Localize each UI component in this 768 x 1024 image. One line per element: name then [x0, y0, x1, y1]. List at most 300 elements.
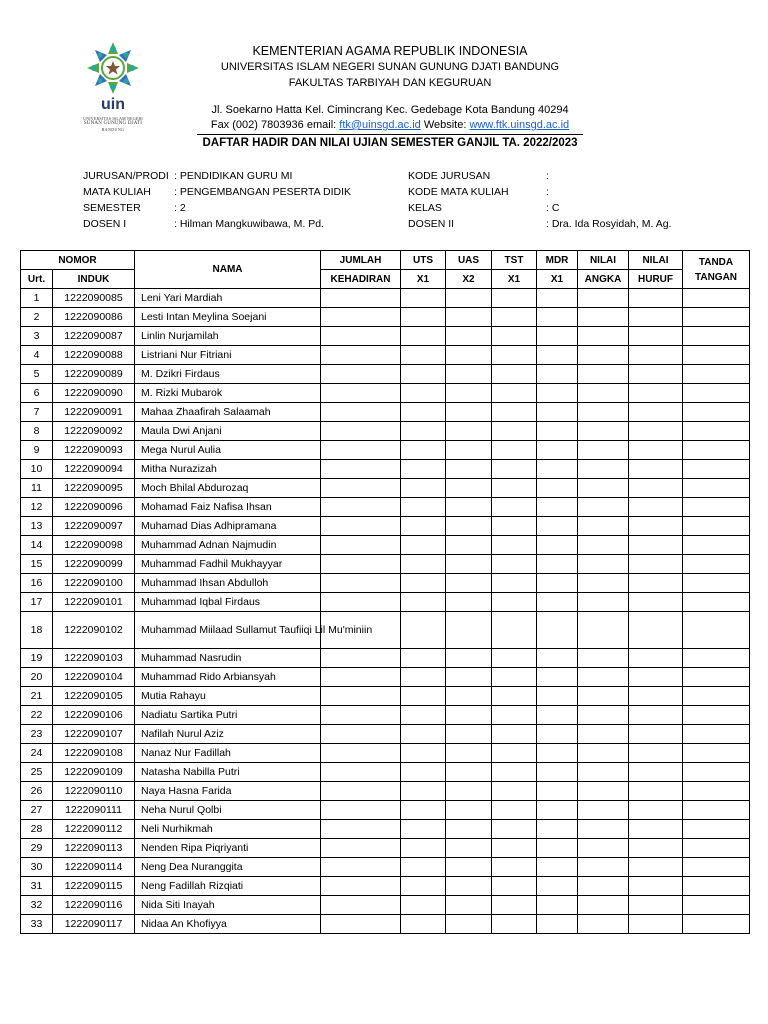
grade-number-cell[interactable] — [578, 744, 629, 763]
tst-cell[interactable] — [492, 422, 537, 441]
grade-number-cell[interactable] — [578, 877, 629, 896]
uas-cell[interactable] — [446, 858, 492, 877]
attendance-cell[interactable] — [321, 517, 401, 536]
signature-cell[interactable] — [683, 915, 750, 934]
uts-cell[interactable] — [401, 668, 446, 687]
uas-cell[interactable] — [446, 801, 492, 820]
tst-cell[interactable] — [492, 668, 537, 687]
uts-cell[interactable] — [401, 593, 446, 612]
header-angka: ANGKA — [578, 270, 629, 289]
grade-number-cell[interactable] — [578, 612, 629, 649]
header-induk: INDUK — [53, 270, 135, 289]
info-value-jurusan: : PENDIDIKAN GURU MI — [174, 170, 293, 182]
grade-letter-cell[interactable] — [629, 536, 683, 555]
header-mdr-x: X1 — [537, 270, 578, 289]
uas-cell[interactable] — [446, 915, 492, 934]
signature-cell[interactable] — [683, 763, 750, 782]
uas-cell[interactable] — [446, 460, 492, 479]
grade-number-cell[interactable] — [578, 593, 629, 612]
tst-cell[interactable] — [492, 649, 537, 668]
signature-cell[interactable] — [683, 498, 750, 517]
table-row — [21, 612, 750, 649]
tst-cell[interactable] — [492, 896, 537, 915]
info-value-dosen-2: : Dra. Ida Rosyidah, M. Ag. — [546, 218, 672, 230]
uas-cell[interactable] — [446, 574, 492, 593]
mdr-cell[interactable] — [537, 365, 578, 384]
uts-cell[interactable] — [401, 422, 446, 441]
attendance-cell[interactable] — [321, 365, 401, 384]
grade-letter-cell[interactable] — [629, 365, 683, 384]
mdr-cell[interactable] — [537, 915, 578, 934]
attendance-cell[interactable] — [321, 384, 401, 403]
attendance-cell[interactable] — [321, 422, 401, 441]
grade-letter-cell[interactable] — [629, 346, 683, 365]
student-name: Mutia Rahayu — [135, 687, 321, 706]
uts-cell[interactable] — [401, 801, 446, 820]
mdr-cell[interactable] — [537, 308, 578, 327]
student-name: Mega Nurul Aulia — [135, 441, 321, 460]
tst-cell[interactable] — [492, 839, 537, 858]
uts-cell[interactable] — [401, 915, 446, 934]
uts-cell[interactable] — [401, 441, 446, 460]
row-number: 14 — [21, 536, 53, 555]
attendance-cell[interactable] — [321, 327, 401, 346]
grade-letter-cell[interactable] — [629, 782, 683, 801]
tst-cell[interactable] — [492, 441, 537, 460]
attendance-cell[interactable] — [321, 498, 401, 517]
uas-cell[interactable] — [446, 896, 492, 915]
uts-cell[interactable] — [401, 327, 446, 346]
attendance-cell[interactable] — [321, 668, 401, 687]
mdr-cell[interactable] — [537, 498, 578, 517]
tst-cell[interactable] — [492, 327, 537, 346]
grade-letter-cell[interactable] — [629, 460, 683, 479]
grade-letter-cell[interactable] — [629, 593, 683, 612]
mdr-cell[interactable] — [537, 782, 578, 801]
uts-cell[interactable] — [401, 574, 446, 593]
uas-cell[interactable] — [446, 877, 492, 896]
grade-letter-cell[interactable] — [629, 744, 683, 763]
mdr-cell[interactable] — [537, 327, 578, 346]
website-link[interactable]: www.ftk.uinsgd.ac.id — [469, 119, 570, 131]
uas-cell[interactable] — [446, 498, 492, 517]
grade-letter-cell[interactable] — [629, 574, 683, 593]
uas-cell[interactable] — [446, 327, 492, 346]
grade-number-cell[interactable] — [578, 422, 629, 441]
attendance-cell[interactable] — [321, 308, 401, 327]
tst-cell[interactable] — [492, 536, 537, 555]
mdr-cell[interactable] — [537, 422, 578, 441]
grade-number-cell[interactable] — [578, 498, 629, 517]
attendance-cell[interactable] — [321, 858, 401, 877]
signature-cell[interactable] — [683, 555, 750, 574]
mdr-cell[interactable] — [537, 441, 578, 460]
grade-number-cell[interactable] — [578, 460, 629, 479]
table-row — [21, 346, 750, 365]
grade-letter-cell[interactable] — [629, 763, 683, 782]
mdr-cell[interactable] — [537, 593, 578, 612]
row-number: 17 — [21, 593, 53, 612]
uts-cell[interactable] — [401, 365, 446, 384]
uts-cell[interactable] — [401, 555, 446, 574]
attendance-cell[interactable] — [321, 801, 401, 820]
grade-number-cell[interactable] — [578, 782, 629, 801]
grade-number-cell[interactable] — [578, 574, 629, 593]
grade-letter-cell[interactable] — [629, 877, 683, 896]
info-label-jurusan: JURUSAN/PRODI — [83, 170, 169, 182]
header-nama: NAMA — [135, 251, 321, 289]
signature-cell[interactable] — [683, 574, 750, 593]
signature-cell[interactable] — [683, 706, 750, 725]
attendance-cell[interactable] — [321, 687, 401, 706]
uts-cell[interactable] — [401, 498, 446, 517]
tst-cell[interactable] — [492, 346, 537, 365]
student-id: 1222090085 — [53, 289, 135, 308]
grade-number-cell[interactable] — [578, 365, 629, 384]
uas-cell[interactable] — [446, 422, 492, 441]
uas-cell[interactable] — [446, 612, 492, 649]
uas-cell[interactable] — [446, 668, 492, 687]
mdr-cell[interactable] — [537, 460, 578, 479]
grade-letter-cell[interactable] — [629, 403, 683, 422]
mdr-cell[interactable] — [537, 517, 578, 536]
uts-cell[interactable] — [401, 820, 446, 839]
mdr-cell[interactable] — [537, 384, 578, 403]
tst-cell[interactable] — [492, 555, 537, 574]
attendance-cell[interactable] — [321, 706, 401, 725]
uts-cell[interactable] — [401, 687, 446, 706]
signature-cell[interactable] — [683, 668, 750, 687]
signature-cell[interactable] — [683, 858, 750, 877]
uts-cell[interactable] — [401, 782, 446, 801]
attendance-cell[interactable] — [321, 460, 401, 479]
attendance-cell[interactable] — [321, 877, 401, 896]
tst-cell[interactable] — [492, 744, 537, 763]
uas-cell[interactable] — [446, 517, 492, 536]
mdr-cell[interactable] — [537, 612, 578, 649]
uts-cell[interactable] — [401, 384, 446, 403]
grade-letter-cell[interactable] — [629, 517, 683, 536]
student-id: 1222090111 — [53, 801, 135, 820]
attendance-cell[interactable] — [321, 403, 401, 422]
grade-letter-cell[interactable] — [629, 612, 683, 649]
signature-cell[interactable] — [683, 649, 750, 668]
signature-cell[interactable] — [683, 839, 750, 858]
attendance-cell[interactable] — [321, 725, 401, 744]
tst-cell[interactable] — [492, 308, 537, 327]
grade-number-cell[interactable] — [578, 725, 629, 744]
header-tst: TST — [492, 251, 537, 270]
tst-cell[interactable] — [492, 858, 537, 877]
signature-cell[interactable] — [683, 460, 750, 479]
student-id: 1222090086 — [53, 308, 135, 327]
grade-number-cell[interactable] — [578, 479, 629, 498]
signature-cell[interactable] — [683, 744, 750, 763]
mdr-cell[interactable] — [537, 289, 578, 308]
grade-number-cell[interactable] — [578, 346, 629, 365]
signature-cell[interactable] — [683, 687, 750, 706]
attendance-cell[interactable] — [321, 839, 401, 858]
uas-cell[interactable] — [446, 820, 492, 839]
signature-cell[interactable] — [683, 725, 750, 744]
grade-letter-cell[interactable] — [629, 820, 683, 839]
uas-cell[interactable] — [446, 763, 492, 782]
uas-cell[interactable] — [446, 725, 492, 744]
uts-cell[interactable] — [401, 612, 446, 649]
uts-cell[interactable] — [401, 839, 446, 858]
tst-cell[interactable] — [492, 479, 537, 498]
uas-cell[interactable] — [446, 479, 492, 498]
uas-cell[interactable] — [446, 346, 492, 365]
tst-cell[interactable] — [492, 460, 537, 479]
grade-number-cell[interactable] — [578, 858, 629, 877]
grade-number-cell[interactable] — [578, 308, 629, 327]
tst-cell[interactable] — [492, 877, 537, 896]
row-number: 15 — [21, 555, 53, 574]
attendance-cell[interactable] — [321, 782, 401, 801]
mdr-cell[interactable] — [537, 574, 578, 593]
student-name: Neng Fadillah Rizqiati — [135, 877, 321, 896]
tst-cell[interactable] — [492, 687, 537, 706]
tst-cell[interactable] — [492, 403, 537, 422]
mdr-cell[interactable] — [537, 403, 578, 422]
mdr-cell[interactable] — [537, 801, 578, 820]
grade-letter-cell[interactable] — [629, 498, 683, 517]
grade-letter-cell[interactable] — [629, 668, 683, 687]
mdr-cell[interactable] — [537, 346, 578, 365]
mdr-cell[interactable] — [537, 555, 578, 574]
mdr-cell[interactable] — [537, 744, 578, 763]
tst-cell[interactable] — [492, 593, 537, 612]
row-number: 26 — [21, 782, 53, 801]
tst-cell[interactable] — [492, 782, 537, 801]
info-value-dosen-1: : Hilman Mangkuwibawa, M. Pd. — [174, 218, 324, 230]
signature-cell[interactable] — [683, 782, 750, 801]
grade-letter-cell[interactable] — [629, 915, 683, 934]
signature-cell[interactable] — [683, 346, 750, 365]
tst-cell[interactable] — [492, 915, 537, 934]
signature-cell[interactable] — [683, 801, 750, 820]
grade-letter-cell[interactable] — [629, 649, 683, 668]
tst-cell[interactable] — [492, 289, 537, 308]
signature-cell[interactable] — [683, 517, 750, 536]
tst-cell[interactable] — [492, 365, 537, 384]
student-name: Naya Hasna Farida — [135, 782, 321, 801]
uts-cell[interactable] — [401, 517, 446, 536]
mdr-cell[interactable] — [537, 668, 578, 687]
grade-number-cell[interactable] — [578, 801, 629, 820]
uts-cell[interactable] — [401, 896, 446, 915]
signature-cell[interactable] — [683, 877, 750, 896]
uas-cell[interactable] — [446, 289, 492, 308]
grade-number-cell[interactable] — [578, 668, 629, 687]
tst-cell[interactable] — [492, 384, 537, 403]
uas-cell[interactable] — [446, 706, 492, 725]
uas-cell[interactable] — [446, 403, 492, 422]
signature-cell[interactable] — [683, 593, 750, 612]
uts-cell[interactable] — [401, 744, 446, 763]
signature-cell[interactable] — [683, 820, 750, 839]
grade-number-cell[interactable] — [578, 555, 629, 574]
mdr-cell[interactable] — [537, 820, 578, 839]
uts-cell[interactable] — [401, 706, 446, 725]
row-number: 4 — [21, 346, 53, 365]
grade-letter-cell[interactable] — [629, 289, 683, 308]
grade-number-cell[interactable] — [578, 384, 629, 403]
signature-cell[interactable] — [683, 365, 750, 384]
student-name: Muhammad Miilaad Sullamut Taufiiqi Lil Mu'miniin — [135, 612, 321, 649]
signature-cell[interactable] — [683, 612, 750, 649]
attendance-cell[interactable] — [321, 820, 401, 839]
uas-cell[interactable] — [446, 839, 492, 858]
table-row — [21, 744, 750, 763]
tst-cell[interactable] — [492, 763, 537, 782]
uas-cell[interactable] — [446, 555, 492, 574]
signature-cell[interactable] — [683, 327, 750, 346]
grade-letter-cell[interactable] — [629, 441, 683, 460]
uas-cell[interactable] — [446, 365, 492, 384]
attendance-cell[interactable] — [321, 896, 401, 915]
mdr-cell[interactable] — [537, 479, 578, 498]
student-id: 1222090100 — [53, 574, 135, 593]
grade-letter-cell[interactable] — [629, 725, 683, 744]
grade-letter-cell[interactable] — [629, 839, 683, 858]
mdr-cell[interactable] — [537, 687, 578, 706]
grade-letter-cell[interactable] — [629, 706, 683, 725]
uts-cell[interactable] — [401, 479, 446, 498]
attendance-cell[interactable] — [321, 346, 401, 365]
uts-cell[interactable] — [401, 725, 446, 744]
mdr-cell[interactable] — [537, 896, 578, 915]
attendance-cell[interactable] — [321, 289, 401, 308]
signature-cell[interactable] — [683, 384, 750, 403]
row-number: 9 — [21, 441, 53, 460]
uts-cell[interactable] — [401, 460, 446, 479]
grade-number-cell[interactable] — [578, 820, 629, 839]
signature-cell[interactable] — [683, 422, 750, 441]
uas-cell[interactable] — [446, 593, 492, 612]
signature-cell[interactable] — [683, 479, 750, 498]
uas-cell[interactable] — [446, 649, 492, 668]
uts-cell[interactable] — [401, 763, 446, 782]
tst-cell[interactable] — [492, 498, 537, 517]
attendance-cell[interactable] — [321, 763, 401, 782]
table-row — [21, 687, 750, 706]
uts-cell[interactable] — [401, 308, 446, 327]
tst-cell[interactable] — [492, 801, 537, 820]
grade-letter-cell[interactable] — [629, 555, 683, 574]
uts-cell[interactable] — [401, 877, 446, 896]
grade-number-cell[interactable] — [578, 839, 629, 858]
tst-cell[interactable] — [492, 706, 537, 725]
attendance-cell[interactable] — [321, 479, 401, 498]
email-link[interactable]: ftk@uinsgd.ac.id — [339, 119, 421, 131]
mdr-cell[interactable] — [537, 763, 578, 782]
grade-letter-cell[interactable] — [629, 308, 683, 327]
mdr-cell[interactable] — [537, 877, 578, 896]
student-id: 1222090108 — [53, 744, 135, 763]
uas-cell[interactable] — [446, 536, 492, 555]
uts-cell[interactable] — [401, 289, 446, 308]
header-uts-x: X1 — [401, 270, 446, 289]
uts-cell[interactable] — [401, 649, 446, 668]
grade-letter-cell[interactable] — [629, 801, 683, 820]
attendance-cell[interactable] — [321, 574, 401, 593]
grade-number-cell[interactable] — [578, 706, 629, 725]
mdr-cell[interactable] — [537, 839, 578, 858]
grade-letter-cell[interactable] — [629, 327, 683, 346]
grade-number-cell[interactable] — [578, 915, 629, 934]
uas-cell[interactable] — [446, 744, 492, 763]
student-id: 1222090090 — [53, 384, 135, 403]
tst-cell[interactable] — [492, 725, 537, 744]
grade-letter-cell[interactable] — [629, 858, 683, 877]
attendance-cell[interactable] — [321, 441, 401, 460]
tst-cell[interactable] — [492, 612, 537, 649]
signature-cell[interactable] — [683, 536, 750, 555]
mdr-cell[interactable] — [537, 725, 578, 744]
grade-number-cell[interactable] — [578, 403, 629, 422]
grade-letter-cell[interactable] — [629, 896, 683, 915]
attendance-cell[interactable] — [321, 649, 401, 668]
attendance-cell[interactable] — [321, 915, 401, 934]
grade-letter-cell[interactable] — [629, 384, 683, 403]
grade-number-cell[interactable] — [578, 687, 629, 706]
mdr-cell[interactable] — [537, 649, 578, 668]
grade-number-cell[interactable] — [578, 649, 629, 668]
grade-letter-cell[interactable] — [629, 479, 683, 498]
uas-cell[interactable] — [446, 441, 492, 460]
signature-cell[interactable] — [683, 403, 750, 422]
signature-cell[interactable] — [683, 896, 750, 915]
uts-cell[interactable] — [401, 346, 446, 365]
uts-cell[interactable] — [401, 858, 446, 877]
uts-cell[interactable] — [401, 536, 446, 555]
tst-cell[interactable] — [492, 574, 537, 593]
attendance-cell[interactable] — [321, 536, 401, 555]
student-id: 1222090106 — [53, 706, 135, 725]
attendance-cell[interactable] — [321, 555, 401, 574]
grade-letter-cell[interactable] — [629, 422, 683, 441]
uas-cell[interactable] — [446, 308, 492, 327]
mdr-cell[interactable] — [537, 706, 578, 725]
grade-number-cell[interactable] — [578, 763, 629, 782]
tst-cell[interactable] — [492, 517, 537, 536]
attendance-cell[interactable] — [321, 744, 401, 763]
row-number: 21 — [21, 687, 53, 706]
attendance-cell[interactable] — [321, 593, 401, 612]
mdr-cell[interactable] — [537, 536, 578, 555]
grade-number-cell[interactable] — [578, 896, 629, 915]
uas-cell[interactable] — [446, 782, 492, 801]
grade-number-cell[interactable] — [578, 327, 629, 346]
tst-cell[interactable] — [492, 820, 537, 839]
grade-number-cell[interactable] — [578, 441, 629, 460]
signature-cell[interactable] — [683, 441, 750, 460]
mdr-cell[interactable] — [537, 858, 578, 877]
table-row — [21, 649, 750, 668]
grade-letter-cell[interactable] — [629, 687, 683, 706]
signature-cell[interactable] — [683, 308, 750, 327]
grade-number-cell[interactable] — [578, 289, 629, 308]
uas-cell[interactable] — [446, 687, 492, 706]
row-number: 23 — [21, 725, 53, 744]
uas-cell[interactable] — [446, 384, 492, 403]
signature-cell[interactable] — [683, 289, 750, 308]
uts-cell[interactable] — [401, 403, 446, 422]
grade-number-cell[interactable] — [578, 536, 629, 555]
grade-number-cell[interactable] — [578, 517, 629, 536]
